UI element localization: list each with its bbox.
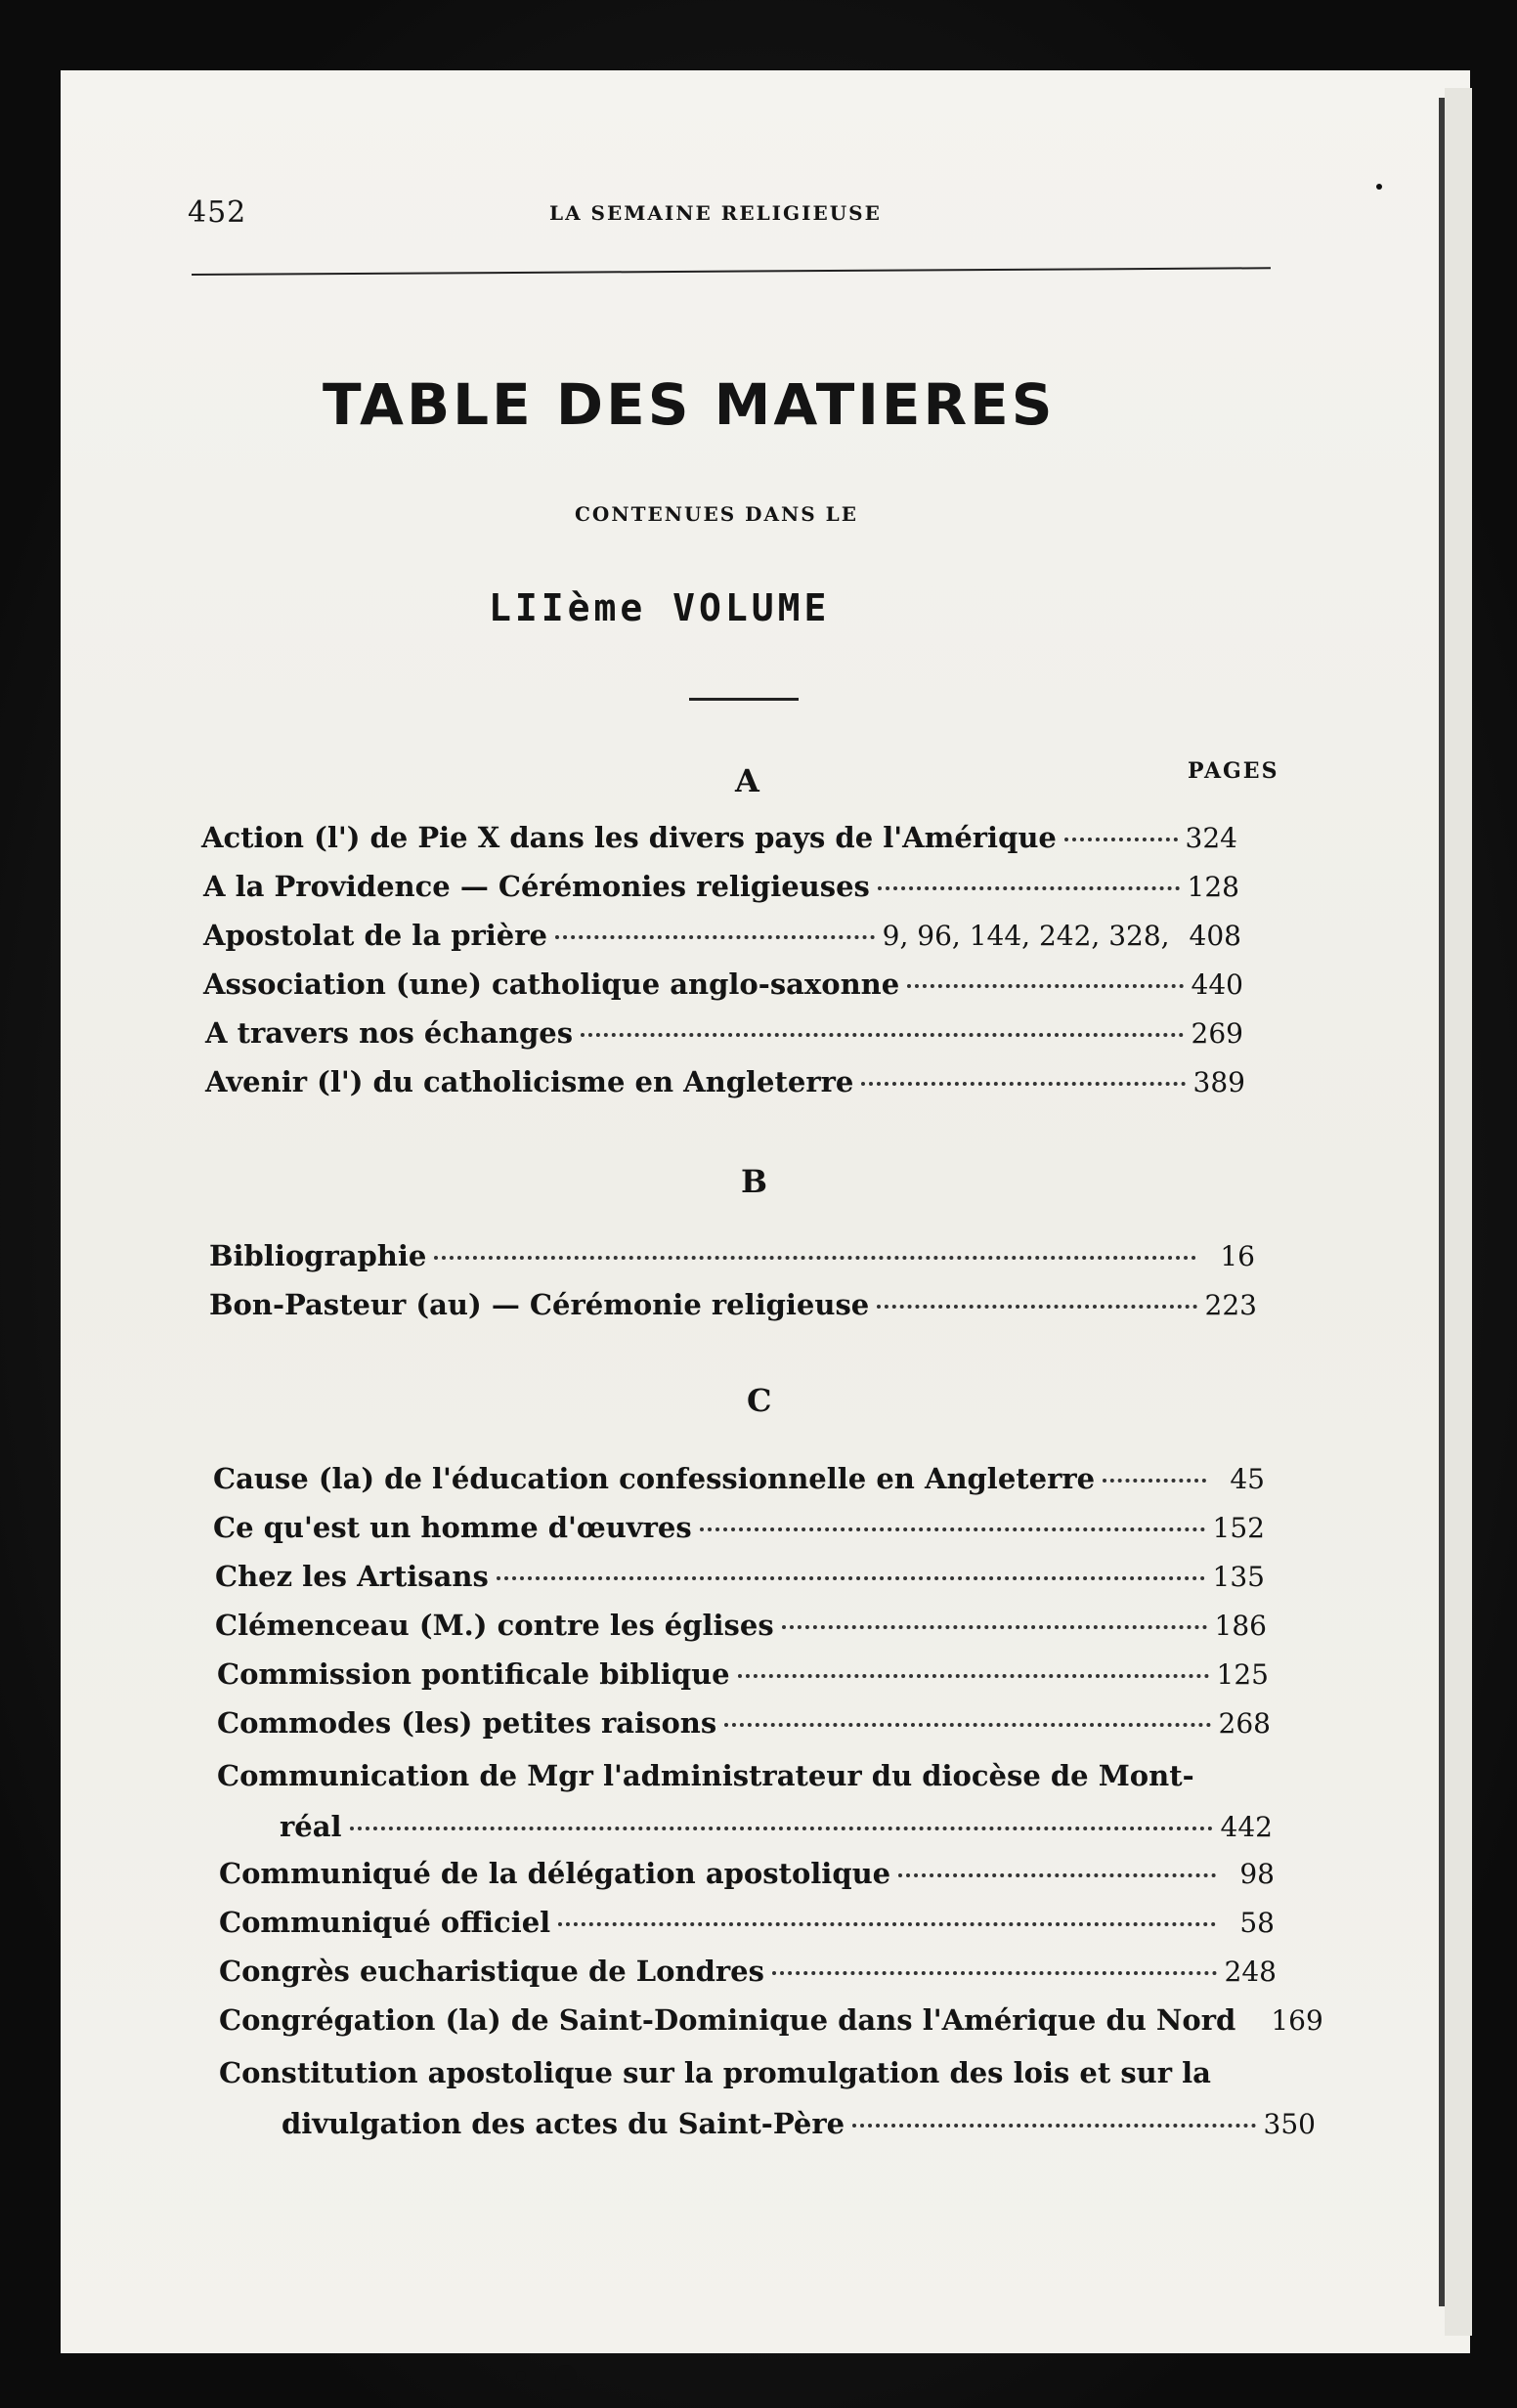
entry-page-list: 9, 96, 144, 242, 328, [882, 920, 1170, 952]
entry-page: 442 [1220, 1811, 1273, 1843]
index-entry[interactable] [217, 1706, 1271, 1749]
index-entry[interactable] [219, 1955, 1277, 1998]
entry-title: Ce qu'est un homme d'œuvres [213, 1511, 692, 1544]
binding-strip [1445, 88, 1472, 2336]
index-entry[interactable] [213, 1511, 1265, 1554]
page-title: TABLE DES MATIERES [323, 371, 1056, 438]
entry-title: Commission pontificale biblique [217, 1657, 730, 1691]
dot-leader [555, 935, 875, 939]
index-entry[interactable] [217, 1657, 1269, 1700]
entry-page: 268 [1218, 1707, 1271, 1740]
entry-page: 350 [1263, 2108, 1316, 2140]
dot-leader [1064, 838, 1178, 841]
dot-leader [724, 1723, 1210, 1727]
entry-title: Action (l') de Pie X dans les divers pays de l'Amérique [201, 821, 1057, 854]
dot-leader [877, 1305, 1196, 1309]
entry-title-continuation: divulgation des actes du Saint-Père [282, 2107, 845, 2140]
entry-title: Clémenceau (M.) contre les églises [215, 1609, 774, 1642]
entry-page: 45 [1230, 1463, 1265, 1495]
index-entry[interactable] [203, 870, 1239, 913]
entry-page: 440 [1191, 968, 1243, 1001]
dot-leader [861, 1082, 1185, 1086]
entry-title: Congrégation (la) de Saint-Dominique dans l'Amérique du Nord [219, 2003, 1236, 2037]
page-subtitle: CONTENUES DANS LE [575, 502, 858, 526]
entry-page: 248 [1224, 1956, 1277, 1988]
index-entry[interactable] [215, 1609, 1267, 1652]
dot-leader [907, 984, 1183, 988]
section-letter-c: C [747, 1382, 772, 1419]
entry-title: Congrès eucharistique de Londres [219, 1955, 764, 1988]
entry-page: 269 [1191, 1017, 1243, 1050]
entry-page: 186 [1214, 1610, 1267, 1642]
entry-page: 58 [1239, 1907, 1275, 1939]
index-entry[interactable] [205, 1016, 1243, 1059]
entry-title: Apostolat de la prière [203, 919, 547, 952]
page-number: 452 [188, 195, 247, 230]
index-entry[interactable] [209, 1239, 1255, 1282]
index-entry[interactable] [205, 1065, 1245, 1108]
entry-title: Association (une) catholique anglo-saxonne [203, 968, 900, 1001]
dot-leader [497, 1576, 1205, 1580]
index-entry[interactable] [213, 1462, 1265, 1505]
entry-title: A la Providence — Cérémonies religieuses [203, 870, 870, 903]
pages-column-label: PAGES [1188, 758, 1279, 784]
entry-page: 408 [1189, 920, 1241, 952]
dot-leader [1103, 1479, 1206, 1483]
entry-title: Commodes (les) petites raisons [217, 1706, 717, 1740]
index-entry[interactable] [215, 1560, 1265, 1603]
volume-label: LIIème VOLUME [489, 586, 831, 629]
entry-title-continuation: réal [280, 1810, 342, 1843]
index-entry[interactable] [203, 968, 1243, 1010]
scan-speck [555, 2365, 577, 2390]
dot-leader [434, 1256, 1196, 1260]
entry-page: 16 [1220, 1240, 1255, 1272]
entry-page: 98 [1239, 1858, 1275, 1890]
index-entry[interactable] [201, 821, 1237, 864]
journal-title: LA SEMAINE RELIGIEUSE [549, 201, 882, 225]
entry-title: Communiqué officiel [219, 1906, 551, 1939]
dot-leader [852, 2124, 1255, 2128]
entry-page: 324 [1185, 822, 1237, 854]
entry-title: Cause (la) de l'éducation confessionnelle en Angleterre [213, 1462, 1096, 1495]
entry-page: 135 [1212, 1561, 1265, 1593]
index-entry[interactable] [219, 1906, 1275, 1949]
entry-page: 389 [1192, 1066, 1245, 1098]
entry-page: 128 [1187, 871, 1239, 903]
entry-title: Bon-Pasteur (au) — Cérémonie religieuse [209, 1288, 870, 1321]
index-entry[interactable] [209, 1288, 1257, 1331]
entry-page: 169 [1271, 2004, 1323, 2037]
dot-leader [878, 886, 1180, 890]
dot-leader [700, 1527, 1205, 1531]
dot-leader [738, 1674, 1209, 1678]
section-letter-b: B [741, 1163, 768, 1200]
index-entry[interactable] [219, 2003, 1323, 2046]
dot-leader [581, 1033, 1184, 1037]
index-entry[interactable] [280, 1810, 1273, 1853]
dot-leader [558, 1922, 1216, 1926]
index-entry[interactable] [203, 919, 1241, 962]
running-head [188, 195, 1273, 244]
entry-title: Bibliographie [209, 1239, 427, 1272]
scan-speck [516, 2371, 526, 2381]
dot-leader [782, 1625, 1207, 1629]
entry-title: Communiqué de la délégation apostolique [219, 1857, 891, 1890]
entry-title-line1[interactable]: Constitution apostolique sur la promulgation des lois et sur la [219, 2056, 1211, 2089]
entry-page: 152 [1212, 1512, 1265, 1544]
scan-speck [1376, 184, 1382, 190]
entry-title-line1[interactable]: Communication de Mgr l'administrateur du diocèse de Mont- [217, 1759, 1194, 1792]
dot-leader [898, 1873, 1216, 1877]
index-entry[interactable] [282, 2107, 1316, 2150]
dot-leader [350, 1827, 1213, 1830]
entry-page: 125 [1216, 1658, 1269, 1691]
binding-edge [1439, 98, 1445, 2306]
entry-title: Chez les Artisans [215, 1560, 489, 1593]
index-entry[interactable] [219, 1857, 1275, 1900]
dot-leader [772, 1971, 1217, 1975]
section-letter-a: A [735, 762, 759, 799]
title-divider [689, 698, 799, 701]
entry-page: 223 [1204, 1289, 1257, 1321]
entry-title: A travers nos échanges [205, 1016, 574, 1050]
entry-title: Avenir (l') du catholicisme en Angleterre [205, 1065, 854, 1098]
